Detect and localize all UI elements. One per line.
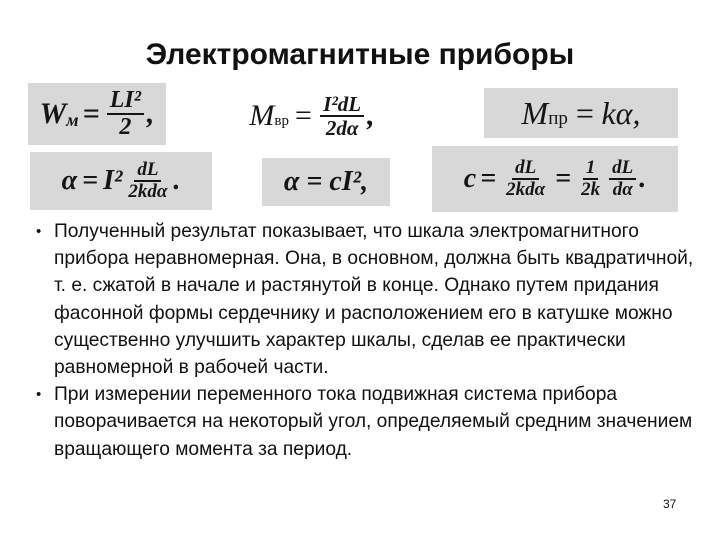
formula-alpha1-mid: I²: [103, 165, 123, 196]
formula-alpha1-num: dL: [134, 160, 161, 182]
formula-mvr-lhs: M: [249, 99, 275, 132]
formula-wm-den: 2: [119, 114, 132, 140]
formula-c: [432, 146, 678, 212]
formula-mvr-den: 2dα: [325, 116, 359, 140]
formula-mpr: [484, 88, 678, 138]
formula-mpr-eq: =: [573, 94, 596, 131]
formula-wm-tail: ,: [146, 97, 155, 130]
formula-c-num3: dL: [609, 158, 636, 180]
formula-c-den1: 2kdα: [506, 179, 546, 200]
bullet-item: [36, 218, 696, 381]
formula-c-eq: =: [480, 163, 497, 194]
formula-c-lhs: c: [463, 163, 477, 194]
formula-wm-fraction: [107, 88, 144, 140]
formula-mvr-num: I²dL: [320, 93, 364, 117]
formula-c-fraction2: [578, 158, 603, 200]
bullet-list: [36, 218, 696, 463]
slide-title: Электромагнитные приборы: [145, 38, 575, 71]
bullet-dot-icon: •: [36, 386, 42, 404]
formula-alpha1: [30, 152, 212, 210]
formula-alpha1-lhs: α: [61, 165, 78, 196]
formula-c-tail: .: [639, 163, 647, 194]
formula-mpr-lhs: M: [521, 94, 549, 131]
formula-alpha1-fraction: [125, 160, 170, 202]
formula-wm-num: LI²: [107, 88, 144, 115]
formula-mpr-sub: пр: [548, 108, 568, 129]
formula-c-fraction3: [609, 158, 636, 200]
formula-mpr-rhs: kα,: [601, 94, 641, 131]
formula-c-den2: 2k: [581, 179, 601, 200]
formula-c-num1: dL: [512, 158, 539, 180]
formula-mvr-fraction: [320, 93, 364, 139]
bullet-text: Полученный результат показывает, что шкала электромагнитного прибора неравномерная. Она, в основном, должна быть квадратичной, т. е. сжатой в начале и растянутой в конце. Однако путем придания фасонной формы сердечнику и расположением его в катушке можно существенно улучшить характер шкалы, сделав ее практически равномерной в рабочей части.: [54, 221, 694, 379]
formula-c-fraction1: [503, 158, 548, 200]
formula-wm-lhs: W: [39, 97, 67, 130]
formula-mvr-tail: ,: [367, 99, 375, 132]
formula-c-den3: dα: [612, 179, 633, 200]
formula-alpha1-den: 2kdα: [128, 181, 168, 202]
formula-wm-sub: м: [66, 110, 79, 130]
formula-mvr: [232, 84, 392, 148]
formula-c-eq2: =: [555, 163, 572, 194]
formula-mvr-eq: =: [293, 99, 314, 132]
formula-alpha2-text: α = cI²,: [283, 166, 369, 197]
bullet-item: [36, 381, 696, 463]
formula-wm: [28, 83, 166, 145]
formula-alpha2: [262, 158, 390, 206]
formula-wm-eq: =: [82, 97, 100, 130]
formula-c-num2: 1: [583, 158, 599, 180]
formula-mvr-sub: вр: [274, 113, 290, 129]
bullet-dot-icon: •: [36, 223, 42, 240]
formula-alpha1-tail: .: [173, 165, 181, 196]
bullet-text: При измерении переменного тока подвижная система прибора поворачивается на некоторый угол, определяемый средним значением вращающего момента за период.: [54, 384, 693, 460]
page-number: 37: [663, 497, 677, 511]
formula-alpha1-eq: =: [82, 165, 99, 196]
